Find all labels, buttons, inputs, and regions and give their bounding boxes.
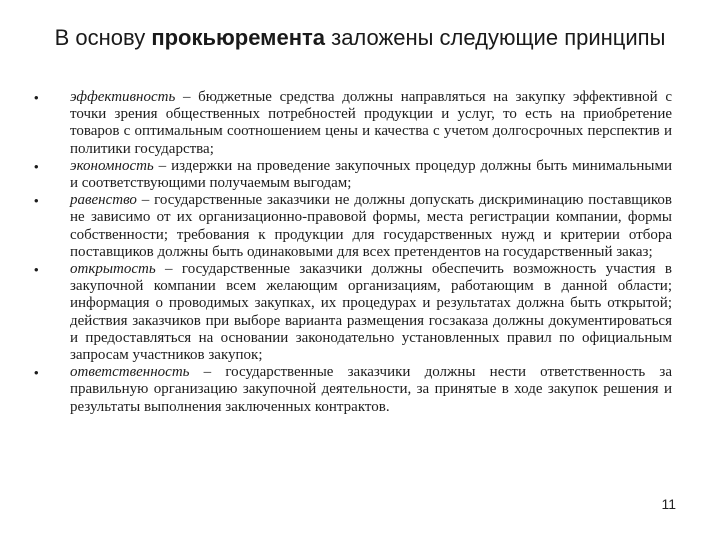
principle-text: – государственные заказчики должны обеспечить возможность участия в закупочной компании всем желающим организациям, работающим в данной области; информация о проводимых закупках, их процедурах и результатах должна быть открытой; действия заказчиков при выборе варианта размещения госзаказа должны документироваться и предоставляться на основании законодательно установленных правил по официальным запросам участников закупок; [70, 261, 672, 364]
principle-text: – государственные заказчики должны нести ответственность за правильную организацию закупочной деятельности, за принятые в ходе закупок решения и результаты выполнения заключенных контрактов. [70, 364, 672, 415]
principle-term: равенство [70, 192, 137, 209]
principle-item-responsibility [34, 364, 672, 416]
principle-item-efficiency [34, 89, 672, 158]
bullet-icon: • [34, 158, 39, 174]
bullet-icon: • [34, 193, 39, 209]
principle-term: открытость [70, 261, 156, 278]
principle-text: – бюджетные средства должны направляться на закупку эффективной с точки зрения общественных потребностей продукции и услуг, то есть на приобретение товаров с оптимальным соотношением цены и качества с учетом долгосрочных перспектив и политики государства; [70, 89, 672, 157]
principle-text: – государственные заказчики не должны допускать дискриминацию поставщиков не зависимо от их организационно-правовой формы, места регистрации компании, формы собственности; требования к продукции для государственных нужд и критерии отбора поставщиков должны быть одинаковыми для всех претендентов на государственный заказ; [70, 192, 672, 260]
principles-list [34, 89, 672, 416]
bullet-icon: • [34, 365, 39, 381]
principle-term: экономность [70, 157, 154, 174]
title-prefix: В основу [54, 25, 152, 50]
principle-text: – издержки на проведение закупочных процедур должны быть минимальными и соответствующими получаемым выгодам; [70, 157, 672, 192]
bullet-icon: • [34, 262, 39, 278]
principle-item-economy [34, 158, 672, 192]
slide-title [0, 24, 720, 52]
principle-item-equality [34, 192, 672, 261]
title-suffix: заложены следующие принципы [325, 25, 666, 50]
bullet-icon: • [34, 90, 39, 105]
principle-item-openness [34, 261, 672, 364]
page-number: 11 [661, 496, 676, 512]
title-bold-term: прокьюремента [151, 25, 325, 50]
principle-term: эффективность [70, 89, 176, 105]
principle-term: ответственность [70, 364, 190, 381]
